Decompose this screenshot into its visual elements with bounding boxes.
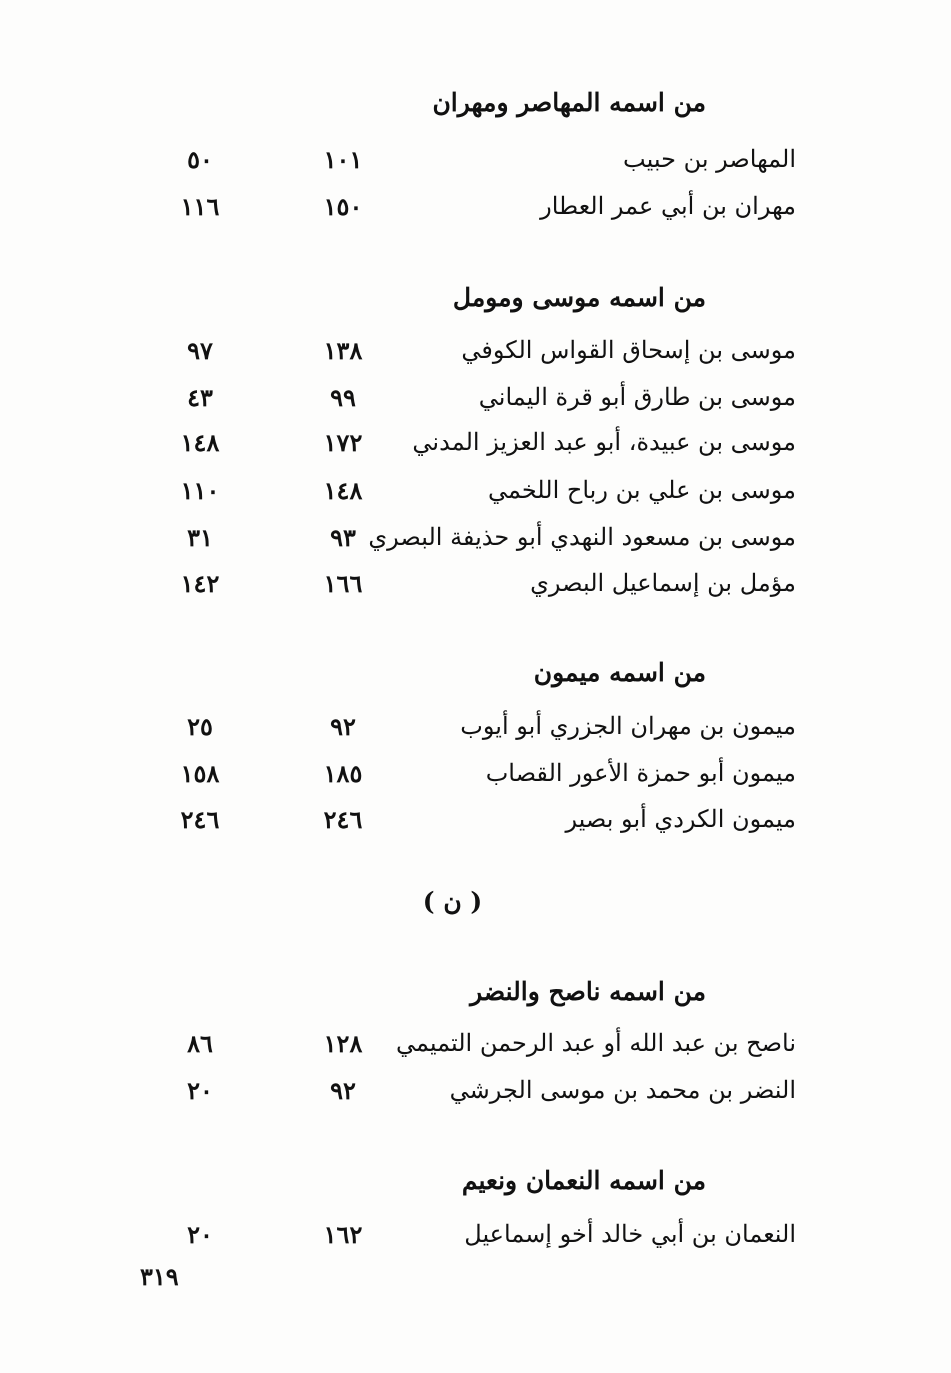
section-heading: من اسمه المهاصر ومهران (432, 88, 706, 117)
index-entry (0, 569, 951, 605)
entry-name: موسى بن مسعود النهدي أبو حذيفة البصري (368, 523, 796, 551)
entry-number-1: ٩٣ (330, 523, 356, 552)
entry-number-2: ١٤٢ (180, 569, 220, 598)
entry-name: موسى بن عبيدة، أبو عبد العزيز المدني (412, 428, 796, 456)
entry-name: ناصح بن عبد الله أو عبد الرحمن التميمي (395, 1029, 796, 1057)
entry-number-1: ١٥٠ (323, 192, 363, 221)
section-heading: من اسمه ميمون (533, 658, 706, 687)
index-entry (0, 1029, 951, 1065)
entry-number-2: ٨٦ (187, 1029, 213, 1058)
index-entry (0, 476, 951, 512)
section-heading: من اسمه موسى ومومل (452, 283, 706, 312)
entry-number-1: ٢٤٦ (323, 805, 363, 834)
entry-name: موسى بن طارق أبو قرة اليماني (478, 383, 796, 411)
entry-number-2: ١٥٨ (180, 759, 220, 788)
entry-name: ميمون أبو حمزة الأعور القصاب (485, 759, 796, 787)
entry-number-2: ٢٠ (187, 1076, 213, 1105)
index-entry (0, 145, 951, 181)
entry-number-1: ١٤٨ (323, 476, 363, 505)
section-heading: من اسمه ناصح والنضر (470, 977, 706, 1006)
entry-name: مؤمل بن إسماعيل البصري (530, 569, 796, 597)
index-entry (0, 192, 951, 228)
entry-number-2: ١١٦ (180, 192, 220, 221)
letter-divider: ( ن ) (422, 887, 483, 916)
entry-name: ميمون بن مهران الجزري أبو أيوب (460, 712, 796, 740)
entry-number-2: ٢٤٦ (180, 805, 220, 834)
index-entry (0, 1076, 951, 1112)
index-entry (0, 428, 951, 464)
entry-number-1: ١٧٢ (323, 428, 363, 457)
entry-number-1: ١٢٨ (323, 1029, 363, 1058)
entry-number-1: ١٦٦ (323, 569, 363, 598)
index-entry (0, 383, 951, 419)
entry-name: النضر بن محمد بن موسى الجرشي (449, 1076, 796, 1104)
entry-number-1: ٩٢ (330, 712, 356, 741)
entry-number-2: ١٤٨ (180, 428, 220, 457)
index-entry (0, 336, 951, 372)
index-entry (0, 805, 951, 841)
entry-number-2: ٤٣ (187, 383, 213, 412)
entry-number-2: ٩٧ (187, 336, 213, 365)
entry-number-1: ١٠١ (323, 145, 363, 174)
entry-name: ميمون الكردي أبو بصير (565, 805, 796, 833)
page-number: ٣١٩ (140, 1262, 179, 1291)
entry-number-1: ١٨٥ (323, 759, 363, 788)
entry-number-2: ٥٠ (187, 145, 213, 174)
index-entry (0, 759, 951, 795)
index-entry (0, 523, 951, 559)
entry-number-2: ٢٥ (187, 712, 213, 741)
entry-number-1: ١٣٨ (323, 336, 363, 365)
entry-number-2: ١١٠ (180, 476, 220, 505)
entry-number-1: ١٦٢ (323, 1220, 363, 1249)
section-heading: من اسمه النعمان ونعيم (461, 1166, 706, 1195)
entry-number-1: ٩٩ (330, 383, 356, 412)
entry-number-1: ٩٢ (330, 1076, 356, 1105)
entry-name: موسى بن إسحاق القواس الكوفي (461, 336, 796, 364)
entry-name: مهران بن أبي عمر العطار (540, 192, 796, 220)
index-entry (0, 712, 951, 748)
entry-number-2: ٢٠ (187, 1220, 213, 1249)
entry-name: النعمان بن أبي خالد أخو إسماعيل (464, 1220, 796, 1248)
index-entry (0, 1220, 951, 1256)
entry-name: المهاصر بن حبيب (623, 145, 796, 173)
entry-number-2: ٣١ (187, 523, 213, 552)
entry-name: موسى بن علي بن رباح اللخمي (487, 476, 796, 504)
